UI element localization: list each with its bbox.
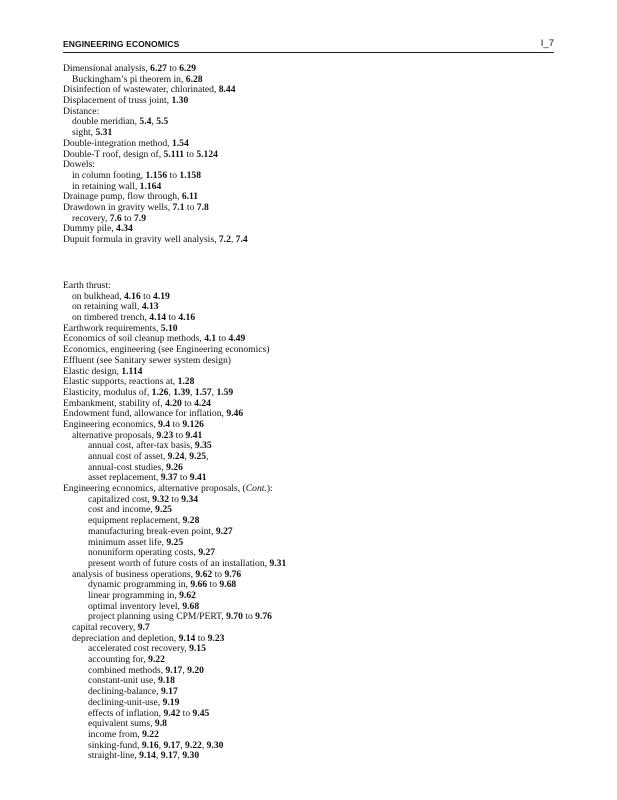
index-entry: on bulkhead, 4.16 to 4.19 <box>72 290 170 302</box>
header-rule <box>63 52 554 53</box>
index-entry: combined methods, 9.17, 9.20 <box>88 664 204 676</box>
index-entry: double meridian, 5.4, 5.5 <box>72 116 169 128</box>
index-entry: sinking-fund, 9.16, 9.17, 9.22, 9.30 <box>88 739 224 751</box>
index-entry: income from, 9.22 <box>88 728 159 740</box>
index-entry: cost and income, 9.25 <box>88 504 172 516</box>
index-entry: Elastic design, 1.114 <box>63 365 143 377</box>
index-section-e <box>63 281 563 762</box>
index-entry: depreciation and depletion, 9.14 to 9.23 <box>72 632 225 644</box>
index-entry: Earthwork requirements, 5.10 <box>63 322 178 334</box>
index-entry: Economics, engineering (see Engineering economics) <box>63 344 270 356</box>
index-entry: annual-cost studies, 9.26 <box>88 461 183 473</box>
index-entry: Effluent (see Sanitary sewer system design) <box>63 354 231 366</box>
index-entry: capital recovery, 9.7 <box>72 622 150 633</box>
index-entry: constant-unit use, 9.18 <box>88 675 175 687</box>
index-entry: linear programming in, 9.62 <box>88 589 196 601</box>
index-entry: effects of inflation, 9.42 to 9.45 <box>88 707 210 719</box>
page-number: I_7 <box>540 38 554 49</box>
index-entry: in column footing, 1.156 to 1.158 <box>72 169 201 181</box>
index-entry: Economics of soil cleanup methods, 4.1 to 4.49 <box>63 333 246 345</box>
index-entry: Double-T roof, design of, 5.111 to 5.124 <box>63 148 218 160</box>
index-entry: optimal inventory level, 9.68 <box>88 600 200 612</box>
index-entry: Engineering economics, 9.4 to 9.126 <box>63 418 204 430</box>
index-entry: asset replacement, 9.37 to 9.41 <box>88 472 207 484</box>
index-entry: straight-line, 9.14, 9.17, 9.30 <box>88 750 200 762</box>
index-entry: Dummy pile, 4.34 <box>63 223 133 235</box>
index-entry: declining-unit-use, 9.19 <box>88 696 180 708</box>
index-entry: annual cost of asset, 9.24, 9.25, <box>88 451 209 462</box>
index-entry: Disinfection of wastewater, chlorinated, 8.44 <box>63 84 236 96</box>
index-entry: sight, 5.31 <box>72 127 113 139</box>
index-entry: present worth of future costs of an installation, 9.31 <box>88 557 287 569</box>
index-entry: Endowment fund, allowance for inflation, 9.46 <box>63 408 244 420</box>
index-entry: recovery, 7.6 to 7.9 <box>72 212 146 224</box>
running-header-title: ENGINEERING ECONOMICS <box>63 39 180 49</box>
index-entry: Buckingham’s pi theorem in, 6.28 <box>72 73 203 85</box>
index-entry: capitalized cost, 9.32 to 9.34 <box>88 493 199 505</box>
index-entry: Embankment, stability of, 4.20 to 4.24 <box>63 397 211 409</box>
index-entry: annual cost, after-tax basis, 9.35 <box>88 440 212 452</box>
index-section-d <box>63 64 563 246</box>
index-entry: Double-integration method, 1.54 <box>63 137 189 149</box>
index-entry: minimum asset life, 9.25 <box>88 536 184 548</box>
index-entry: Elastic supports, reactions at, 1.28 <box>63 376 195 388</box>
index-entry: Earth thrust: <box>63 280 111 291</box>
index-entry: project planning using CPM/PERT, 9.70 to 9.76 <box>88 611 272 623</box>
index-entry: manufacturing break-even point, 9.27 <box>88 525 233 537</box>
index-entry: accelerated cost recovery, 9.15 <box>88 643 206 655</box>
index-entry: Dimensional analysis, 6.27 to 6.29 <box>63 63 196 74</box>
index-entry: Distance: <box>63 105 100 117</box>
index-entry: alternative proposals, 9.23 to 9.41 <box>72 429 203 441</box>
index-entry: Drawdown in gravity wells, 7.1 to 7.8 <box>63 201 209 213</box>
index-entry: analysis of business operations, 9.62 to 9.76 <box>72 568 242 580</box>
index-entry: dynamic programming in, 9.66 to 9.68 <box>88 579 237 591</box>
index-entry: accounting for, 9.22 <box>88 654 165 666</box>
index-entry: Elasticity, modulus of, 1.26, 1.39, 1.57, 1.59 <box>63 386 234 398</box>
index-entry: Displacement of truss joint, 1.30 <box>63 95 189 107</box>
index-entry: equivalent sums, 9.8 <box>88 718 167 730</box>
index-entry: nonuniform operating costs, 9.27 <box>88 547 216 559</box>
index-entry: equipment replacement, 9.28 <box>88 515 200 527</box>
index-entry: Drainage pump, flow through, 6.11 <box>63 191 199 203</box>
index-entry: Dupuit formula in gravity well analysis, 7.2, 7.4 <box>63 234 248 245</box>
index-entry: on retaining wall, 4.13 <box>72 301 159 313</box>
index-entry: Dowels: <box>63 159 95 171</box>
index-entry: declining-balance, 9.17 <box>88 686 178 698</box>
index-entry: Engineering economics, alternative proposals, (Cont.): <box>63 483 273 495</box>
index-entry: on timbered trench, 4.14 to 4.16 <box>72 312 196 324</box>
index-entry: in retaining wall, 1.164 <box>72 180 162 192</box>
